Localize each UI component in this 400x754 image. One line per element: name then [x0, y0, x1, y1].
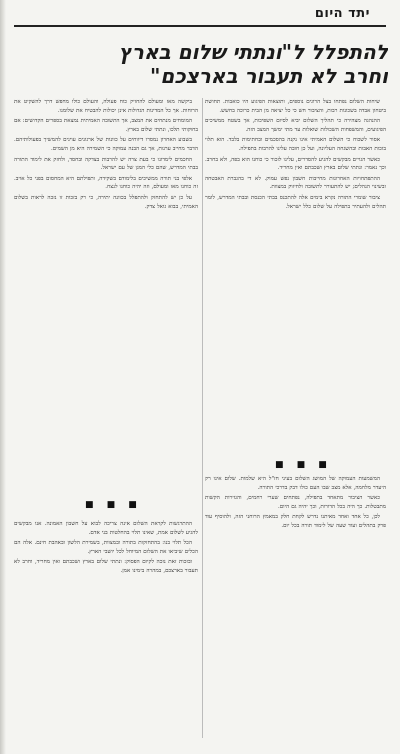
paragraph: ובזכות זאת נזכה לקיום הפסוק: ונתתי שלום בארץ ושכבתם ואין מחריד, וחרב לא תעבור בארצכם, במהרה בימינו אמן. [14, 559, 198, 574]
paragraph: בשבוע האחרון נמסרו דיווחים על כוונות של ארגונים עוינים להמשיך בפעולותיהם. הדבר מחייב ערנות, אך גם הבנה עמוקה כי השמירה היא מן השמים. [14, 137, 198, 152]
paragraph: המשמעות העמוקה של המושג השלום בעיני חז"ל היא שלמות. שלום אינו רק היעדר מלחמה, אלא מצב שבו העם כולו דבק בדרכי התורה. [205, 476, 386, 491]
section-tag: יתד היום [314, 6, 370, 21]
section-separator-right: ■ ■ ■ [275, 460, 332, 470]
paragraph: לכן, כל אחד ואחד מאיתנו נדרש לקחת חלק במאמץ הרוחני הזה, ולהוסיף עוד פרק בתהלים ועוד שעה של לימוד תורה בכל יום. [205, 514, 386, 529]
paragraph: אסור לשכוח כי השלום האמיתי אינו נקנה בהסכמים ובחתימות בלבד. הוא תלוי בזכות האבות ובהשגחה העליונה, ועל כן חובה עלינו להרבות בתפילה. [205, 137, 386, 152]
article-column-left-bottom [14, 520, 198, 750]
section-separator-left: ■ ■ ■ [85, 500, 142, 510]
paragraph: ציבור שומרי התורה נקרא בימים אלה להתכנס בבתי הכנסת ובבתי המדרש, לומר תהלים ולהעתיר בתפילה על שלום כלל ישראל. [205, 194, 386, 210]
paragraph: כאשר הציבור מתאחד בתפילה, נפתחים שערי רחמים, והגזירות הקשות מתבטלות. כך היה בכל הדורות, וכך יהיה גם היום. [205, 495, 386, 510]
column-divider [202, 98, 203, 738]
paragraph: על כן יש להתחזק ולהתפלל בכוונה יתירה, כי רק בזכות זו נזכה לראות בשלום האמיתי, בבוא גואל צדק. [14, 194, 198, 210]
article-headline [12, 40, 388, 88]
article-column-right-top [205, 98, 386, 450]
paragraph: ביקשה מאז ומעולם להחזיק כוח פעולה, והעולם כולו מחפש דרך להשקיט את הרוחות. אך כל המדינות הגדולות אינן יכולות להבטיח את שלומנו. [14, 99, 198, 114]
paragraph: ההתפתחויות האחרונות מחייבות חשבון נפש עמוק. לא די בהגברת האבטחה ובשינוי הנהלים; יש להתעורר לתשובה ולחיזוק במצוות. [205, 175, 386, 191]
paragraph: החכמים לימדונו כי בעת צרה יש להרבות בצדקה ובחסד, ולחזק את לימוד התורה בבתי המדרש, שהם כלי המגן של עם ישראל. [14, 156, 198, 172]
paragraph: אלפי בני תורה ממשיכים בלימודם בשקידה, ותפילתם היא המחסום בפני כל אויב. זה כוחנו מאז ומעולם, וזה יהיה כוחנו לנצח. [14, 175, 198, 191]
paragraph: כאשר הגויים מבקשים להגיע להסדרים, עלינו לזכור כי כוחנו הוא בפה, ולא בחרב. וכך נאמר: ונתתי שלום בארץ ושכבתם ואין מחריד. [205, 156, 386, 172]
article-column-right-bottom [205, 475, 386, 750]
headline-line-1: להתפלל ל"ונתתי שלום בארץ [118, 40, 388, 64]
headline-line-2: וחרב לא תעבור בארצכם" [149, 64, 388, 88]
article-column-left-top [14, 98, 198, 468]
scan-edge-shadow [0, 0, 6, 754]
header-rule [14, 25, 386, 27]
paragraph: המומחים מנתחים את המצב, אך התשובה האמיתית נמצאת בספרים הקדושים: אם בחוקותי תלכו, ונתתי שלום בארץ. [14, 118, 198, 133]
paragraph: שיחות השלום נפתחו בצל הרוגים נוספים, ותוצאות הפיגוע היו כואבות. תחושת ביטחון אבדה בשכונות רבות, והציבור חש כי כל יציאה מן הבית כרוכה בחשש. [205, 99, 386, 114]
paragraph: ההתרגשות לקראת השלום אינה צריכה לבוא על חשבון האמונה. אנו מבקשים להגיע לשלום אמת, שאינו תלוי בהחלטות בני אדם. [14, 521, 198, 536]
paragraph: ההנהגה מצהירה כי תהליך השלום יביא לסיום השפיכות, אך בשטח ממשיכים הפיגועים, והמשפחות השכולות שואלות עד מתי ימשך המצב הזה. [205, 118, 386, 133]
paragraph: הכל תלוי בנו: בהתחזקות בתורה ובמצוות, בשמירת הלשון ובאהבת חינם. אלה הם הכלים שיביאו את השלום המיוחל לכל יושבי הארץ. [14, 540, 198, 555]
